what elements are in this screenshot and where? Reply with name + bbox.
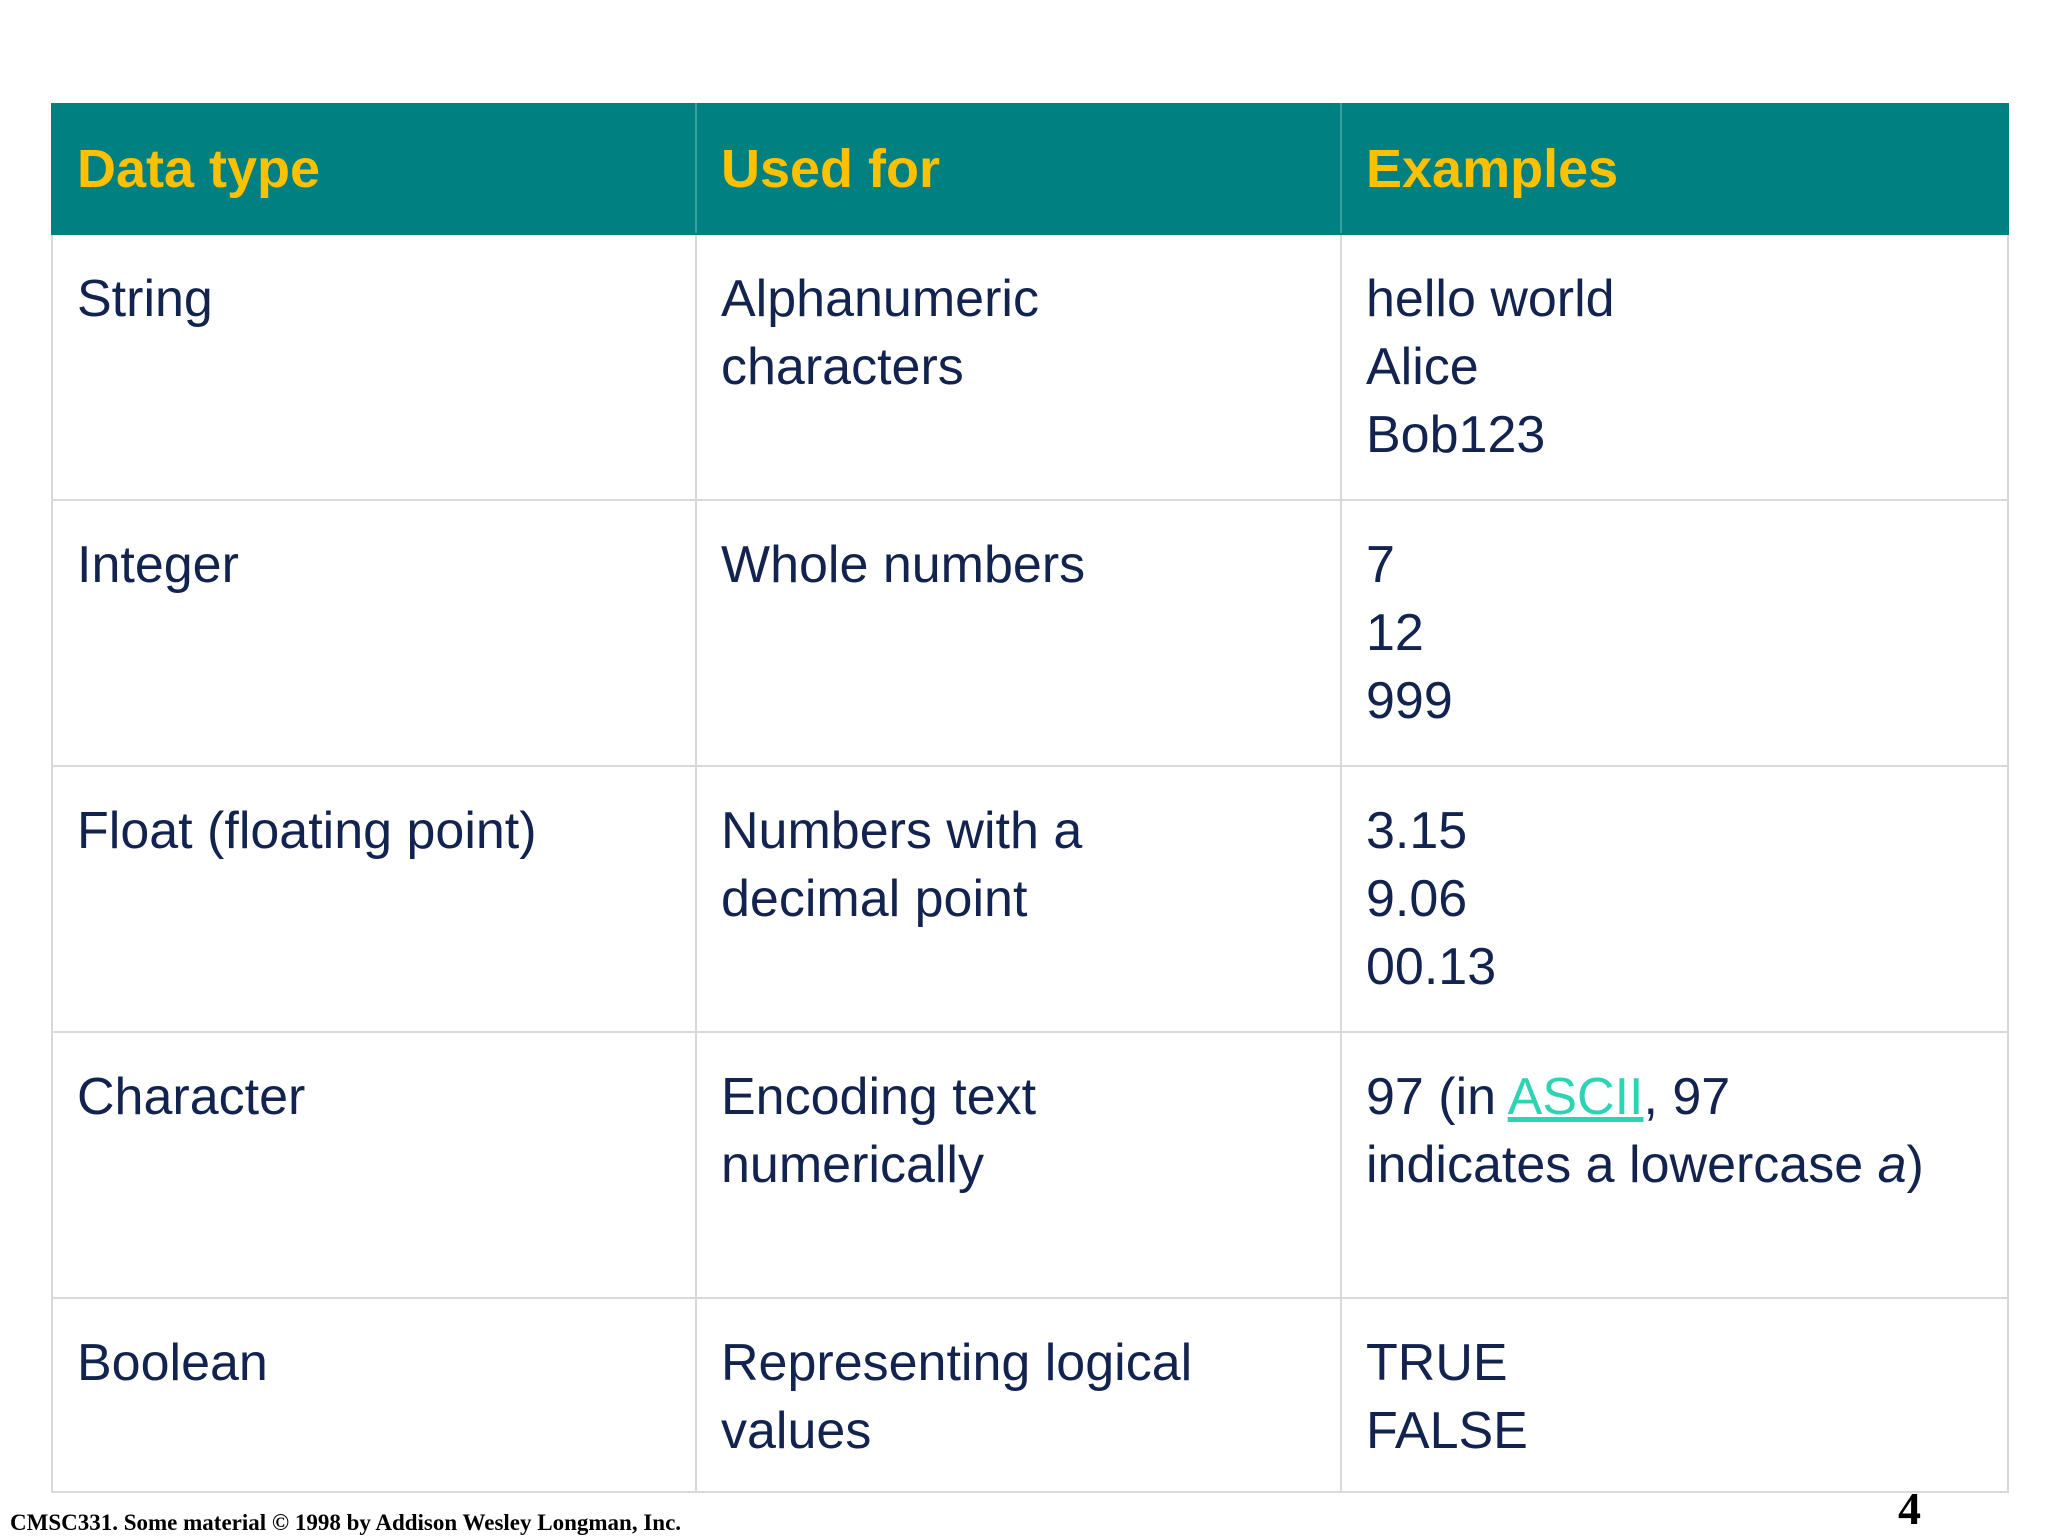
header-data-type: Data type xyxy=(52,104,696,234)
example-item: Bob123 xyxy=(1366,406,1546,464)
example-item: 3.15 xyxy=(1366,802,1468,860)
table-row-character xyxy=(52,1032,2008,1298)
cell-type: Boolean xyxy=(52,1298,696,1492)
example-text: ) xyxy=(1906,1136,1924,1194)
cell-line: Representing logical xyxy=(721,1334,1193,1392)
cell-examples xyxy=(1341,500,2008,766)
example-item: TRUE xyxy=(1366,1334,1508,1392)
example-item: 12 xyxy=(1366,604,1424,662)
table-row-float xyxy=(52,766,2008,1032)
cell-used-for xyxy=(696,1032,1341,1298)
example-text: 97 (in xyxy=(1366,1068,1508,1126)
ascii-link[interactable]: ASCII xyxy=(1507,1068,1644,1126)
example-line xyxy=(1366,1063,1983,1131)
cell-used-for xyxy=(696,766,1341,1032)
footer-copyright: CMSC331. Some material © 1998 by Addison Wesley Longman, Inc. xyxy=(10,1510,682,1535)
example-item: 00.13 xyxy=(1366,938,1497,996)
example-italic: a xyxy=(1877,1136,1907,1194)
cell-type: Float (floating point) xyxy=(52,766,696,1032)
cell-line: Alphanumeric xyxy=(721,270,1039,328)
table-row-string xyxy=(52,234,2008,500)
page-number: 4 xyxy=(1898,1483,1921,1534)
example-item: 7 xyxy=(1366,536,1395,594)
example-line xyxy=(1366,1131,1983,1199)
cell-examples xyxy=(1341,234,2008,500)
example-text: , 97 xyxy=(1643,1068,1731,1126)
cell-line: Encoding text xyxy=(721,1068,1037,1126)
data-types-table xyxy=(51,103,2009,1493)
header-used-for: Used for xyxy=(696,104,1341,234)
cell-line: characters xyxy=(721,338,964,396)
example-item: FALSE xyxy=(1366,1402,1528,1460)
cell-examples xyxy=(1341,1032,2008,1298)
cell-examples xyxy=(1341,1298,2008,1492)
cell-type: Integer xyxy=(52,500,696,766)
cell-line: values xyxy=(721,1402,872,1460)
example-item: Alice xyxy=(1366,338,1479,396)
cell-used-for xyxy=(696,234,1341,500)
cell-used-for xyxy=(696,1298,1341,1492)
cell-line: Whole numbers xyxy=(721,536,1086,594)
table-header-row xyxy=(52,104,2008,234)
example-item: 9.06 xyxy=(1366,870,1468,928)
cell-type: String xyxy=(52,234,696,500)
cell-line: Numbers with a xyxy=(721,802,1083,860)
cell-examples xyxy=(1341,766,2008,1032)
cell-line: numerically xyxy=(721,1136,984,1194)
example-text: indicates a lowercase xyxy=(1366,1136,1878,1194)
example-item: hello world xyxy=(1366,270,1615,328)
example-item: 999 xyxy=(1366,672,1453,730)
cell-used-for xyxy=(696,500,1341,766)
cell-line: decimal point xyxy=(721,870,1028,928)
table-row-integer xyxy=(52,500,2008,766)
header-examples: Examples xyxy=(1341,104,2008,234)
cell-type: Character xyxy=(52,1032,696,1298)
table-row-boolean xyxy=(52,1298,2008,1492)
